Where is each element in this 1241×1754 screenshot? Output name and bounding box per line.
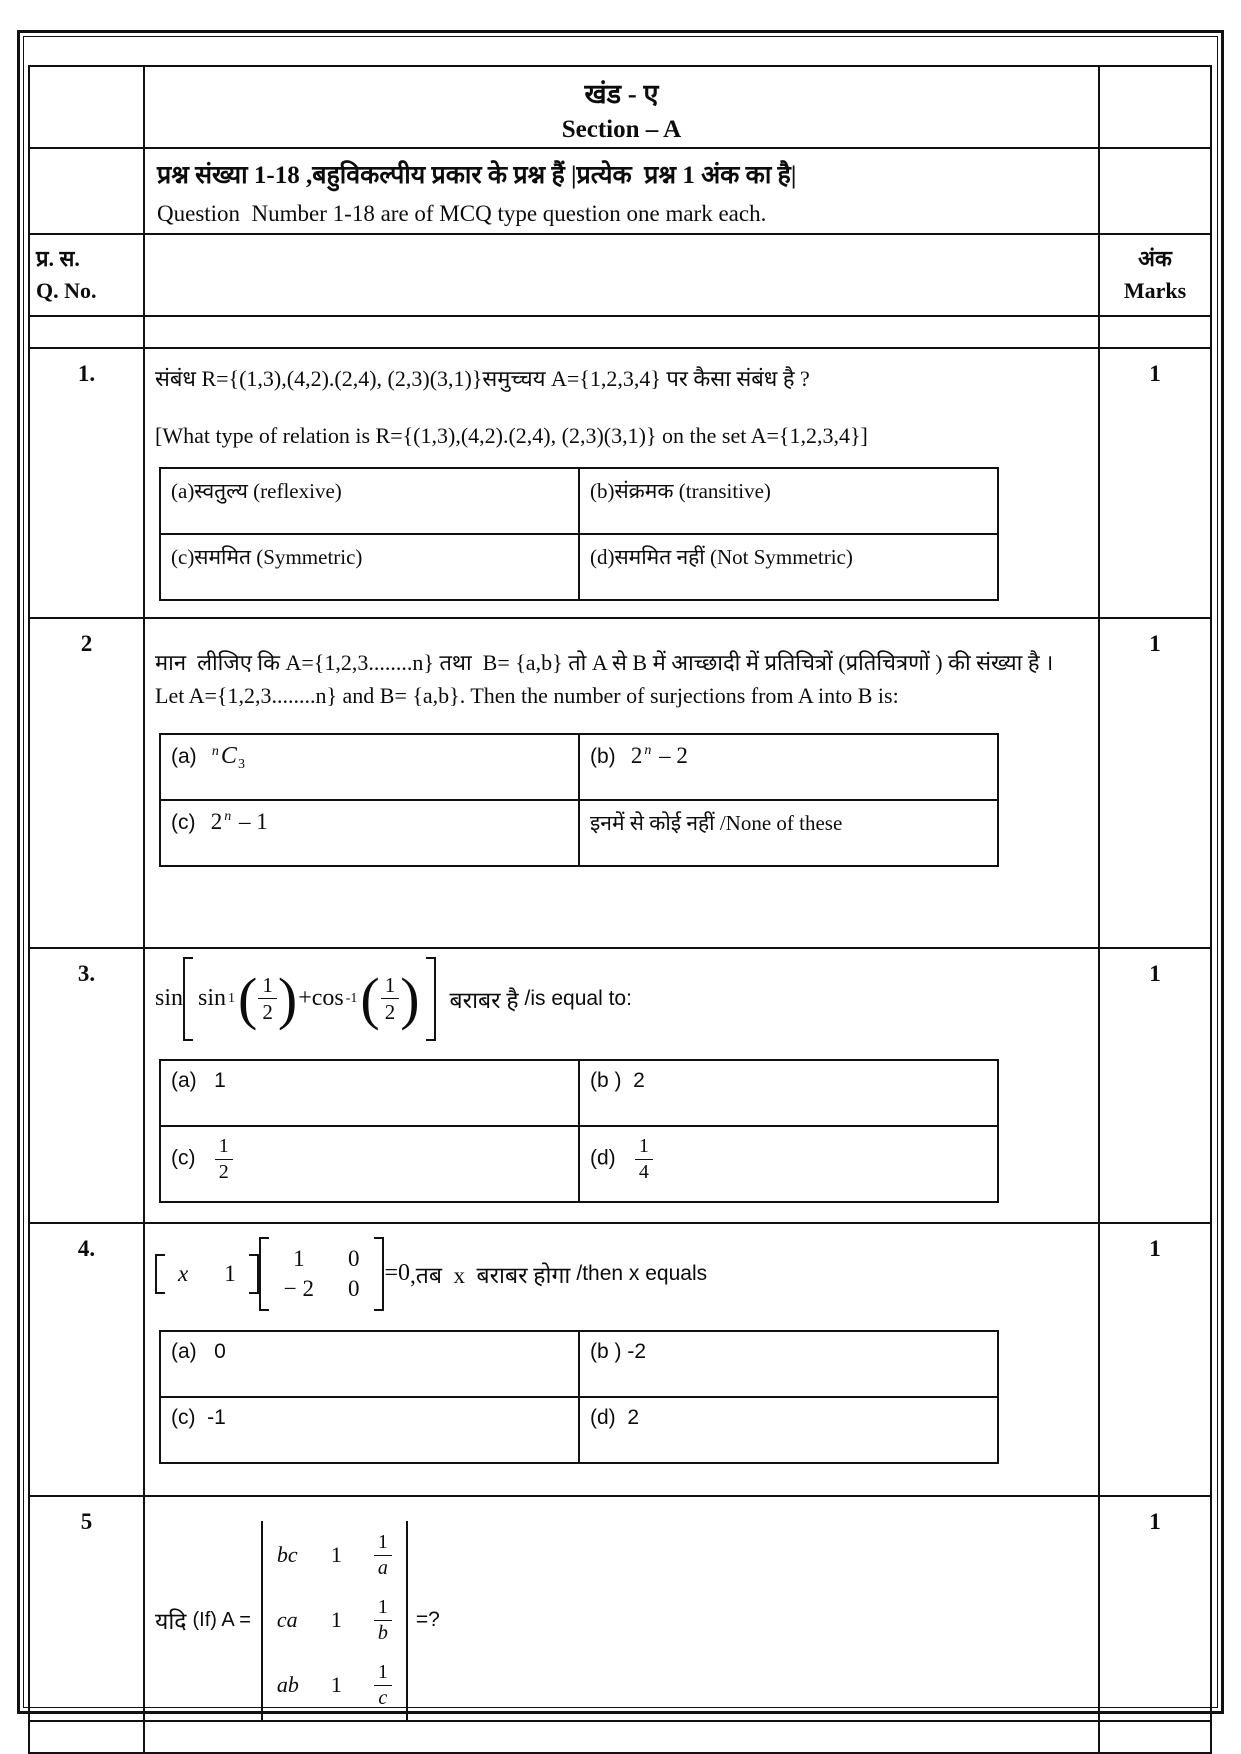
- section-title-english: Section – A: [561, 116, 682, 144]
- left-square-bracket: [183, 957, 193, 1041]
- det-cell-12: 1: [330, 1542, 342, 1568]
- left-paren: (: [360, 965, 380, 1031]
- question-2-option-b: [579, 734, 998, 800]
- question-1-option-d: (d)सममित नहीं (Not Symmetric): [579, 534, 998, 600]
- question-1-option-b: (b)संक्रमक (transitive): [579, 468, 998, 534]
- question-3-marks: 1: [1099, 948, 1211, 1223]
- question-2-option-a: [160, 734, 579, 800]
- question-3-tail-english: /is equal to:: [524, 986, 632, 1010]
- option-c-superscript: n: [224, 808, 232, 824]
- empty-row-top: [29, 316, 1211, 348]
- question-5-content: [144, 1496, 1099, 1721]
- question-3-content: [144, 948, 1099, 1223]
- qno-header-cell: [29, 234, 144, 316]
- question-1-text-english: [What type of relation is R={(1,3),(4,2).(2,4), (2,3)(3,1)} on the set A={1,2,3,4}]: [155, 422, 868, 448]
- question-4-option-a: (a) 0: [160, 1331, 579, 1397]
- question-1-marks: 1: [1099, 348, 1211, 618]
- question-4-content: [144, 1223, 1099, 1496]
- question-1-option-c: (c)सममित (Symmetric): [160, 534, 579, 600]
- right-square-bracket: [249, 1254, 259, 1294]
- section-header-row: [29, 66, 1211, 148]
- option-a-subscript: 3: [237, 756, 245, 772]
- question-1-text-hindi: संबंध R={(1,3),(4,2).(2,4), (2,3)(3,1)}समुच्चय A={1,2,3,4} पर कैसा संबंध है ?: [155, 365, 810, 391]
- question-5-prefix-english: (If) A =: [192, 1608, 251, 1631]
- plus-cos: +cos: [298, 985, 344, 1012]
- question-5-suffix: =?: [415, 1608, 440, 1632]
- qno-header-english: Q. No.: [36, 277, 97, 303]
- cos-superscript: -1: [345, 990, 358, 1006]
- option-b-rest: – 2: [659, 742, 688, 768]
- question-5-formula: [155, 1521, 1084, 1720]
- marks-header-hindi: अंक: [1138, 245, 1172, 271]
- question-2-row: [29, 618, 1211, 948]
- left-square-bracket: [259, 1237, 269, 1311]
- section-row-right-cell: [1099, 66, 1211, 148]
- question-3-tail-hindi: बराबर है: [449, 987, 519, 1013]
- question-2-number: 2: [29, 618, 144, 948]
- question-4-row: [29, 1223, 1211, 1496]
- instruction-english: Question Number 1-18 are of MCQ type question one mark each.: [157, 200, 767, 226]
- question-5-row: [29, 1496, 1211, 1721]
- question-4-formula: [155, 1232, 1084, 1316]
- marks-header-cell: [1099, 234, 1211, 316]
- question-2-marks: 1: [1099, 618, 1211, 948]
- question-3-option-b: (b ) 2: [579, 1060, 998, 1126]
- matrix-cell-21: − 2: [283, 1275, 314, 1301]
- question-3-option-a: (a) 1: [160, 1060, 579, 1126]
- right-square-bracket: [374, 1237, 384, 1311]
- section-row-left-cell: [29, 66, 144, 148]
- determinant-3x3: [261, 1521, 408, 1720]
- question-3-formula: [155, 957, 1084, 1041]
- fraction-one-half: $\frac{1}{2}$: [381, 973, 400, 1024]
- question-4-option-d: (d) 2: [579, 1397, 998, 1463]
- option-d-fraction: $\frac{1}{4}$: [635, 1135, 653, 1184]
- question-5-number: 5: [29, 1496, 144, 1721]
- left-square-bracket: [155, 1254, 165, 1294]
- instructions-left-cell: [29, 148, 144, 234]
- det-cell-33-fraction: $\frac{1}{c}$: [374, 1661, 392, 1710]
- instructions-right-cell: [1099, 148, 1211, 234]
- question-2-content: [144, 618, 1099, 948]
- section-title-cell: [144, 66, 1099, 148]
- question-4-options-table: [159, 1330, 999, 1464]
- right-paren: ): [277, 965, 298, 1031]
- question-3-number: 3.: [29, 948, 144, 1223]
- det-cell-21: ca: [276, 1607, 298, 1633]
- matrix-cell-22: 0: [347, 1275, 360, 1301]
- question-table: [28, 65, 1212, 1754]
- right-paren: ): [400, 965, 420, 1031]
- question-4-tail-english: /then x equals: [576, 1261, 708, 1285]
- question-3-row: [29, 948, 1211, 1223]
- option-c-rest: – 1: [239, 808, 268, 834]
- question-1-number: 1.: [29, 348, 144, 618]
- det-cell-11: bc: [276, 1542, 298, 1568]
- section-title-hindi: खंड - ए: [584, 79, 659, 109]
- sin-outer: sin: [155, 985, 184, 1012]
- question-2-option-c: [160, 800, 579, 866]
- question-1-content: [144, 348, 1099, 618]
- instruction-hindi: प्रश्न संख्या 1-18 ,बहुविकल्पीय प्रकार के प्रश्न हैं |प्रत्येक प्रश्न 1 अंक का है|: [157, 162, 797, 190]
- question-3-option-d: (d) $\frac{1}{4}$: [579, 1126, 998, 1202]
- option-b-label: (b): [590, 744, 616, 768]
- question-4-option-b: (b ) -2: [579, 1331, 998, 1397]
- question-2-text-english: Let A={1,2,3........n} and B= {a,b}. Then the number of surjections from A into B is:: [155, 682, 899, 708]
- empty-row-bottom: [29, 1721, 1211, 1753]
- option-b-base: 2: [630, 742, 643, 768]
- det-cell-13-fraction: $\frac{1}{a}$: [374, 1531, 392, 1580]
- matrix-cell-12: 0: [347, 1245, 360, 1271]
- det-cell-32: 1: [330, 1672, 342, 1698]
- instructions-row: [29, 148, 1211, 234]
- question-5-prefix-hindi: यदि: [155, 1609, 187, 1635]
- option-c-label: (c): [171, 810, 196, 834]
- marks-header-english: Marks: [1123, 277, 1187, 303]
- instructions-cell: [144, 148, 1099, 234]
- question-4-option-c: (c) -1: [160, 1397, 579, 1463]
- right-square-bracket: [426, 957, 436, 1041]
- question-4-tail-hindi: ,तब x बराबर होगा: [410, 1262, 571, 1288]
- column-header-row: [29, 234, 1211, 316]
- question-3-option-c: (c) $\frac{1}{2}$: [160, 1126, 579, 1202]
- question-1-row: [29, 348, 1211, 618]
- sin-inner: sin: [198, 985, 227, 1012]
- option-b-superscript: n: [644, 742, 652, 758]
- question-4-marks: 1: [1099, 1223, 1211, 1496]
- det-cell-23-fraction: $\frac{1}{b}$: [374, 1596, 392, 1645]
- det-cell-31: ab: [276, 1672, 299, 1698]
- row-vector: x 1: [155, 1254, 259, 1294]
- equals-zero: =0: [384, 1260, 410, 1287]
- question-5-marks: 1: [1099, 1496, 1211, 1721]
- option-a-label: (a): [171, 744, 197, 768]
- matrix-cell-11: 1: [293, 1245, 305, 1271]
- question-2-option-d: इनमें से कोई नहीं /None of these: [579, 800, 998, 866]
- left-paren: (: [238, 965, 258, 1031]
- option-c-fraction: $\frac{1}{2}$: [215, 1135, 233, 1184]
- question-1-option-a: (a)स्वतुल्य (reflexive): [160, 468, 579, 534]
- sin-superscript: 1: [228, 990, 236, 1006]
- fraction-one-half: $\frac{1}{2}$: [258, 973, 277, 1024]
- option-a-superscript: n: [211, 743, 219, 759]
- question-4-number: 4.: [29, 1223, 144, 1496]
- question-2-text-hindi: मान लीजिए कि A={1,2,3........n} तथा B= {a,b} तो A से B में आच्छादी में प्रतिचित्रों (प्रतिचित्रणों ) की संख्या है ।: [155, 649, 1054, 675]
- matrix-2x2: [259, 1237, 385, 1311]
- option-a-base: C: [220, 742, 237, 769]
- question-3-options-table: [159, 1059, 999, 1203]
- qno-header-hindi: प्र. स.: [36, 245, 80, 271]
- det-cell-22: 1: [330, 1607, 342, 1633]
- header-middle-cell: [144, 234, 1099, 316]
- question-1-options-table: [159, 467, 999, 601]
- option-c-base: 2: [210, 808, 223, 834]
- question-2-options-table: [159, 733, 999, 867]
